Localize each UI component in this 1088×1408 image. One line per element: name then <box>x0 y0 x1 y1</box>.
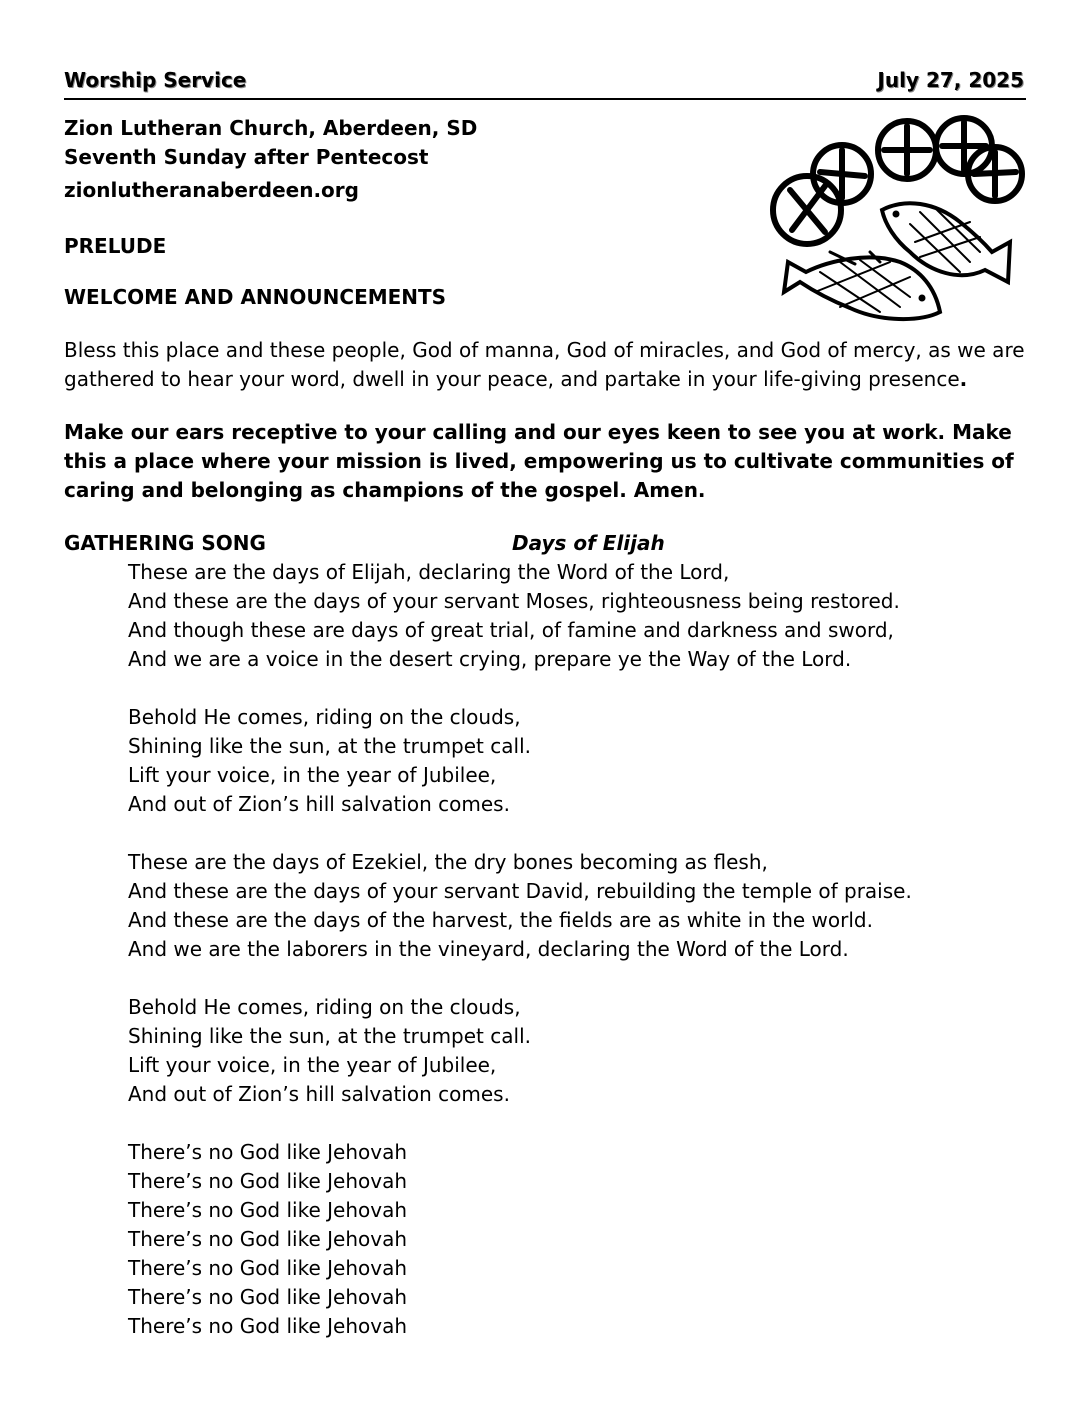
song-verse <box>128 848 912 964</box>
lyric-line: And we are the laborers in the vineyard, declaring the Word of the Lord. <box>128 937 849 961</box>
song-verse <box>128 558 912 674</box>
lyric-line: There’s no God like Jehovah <box>128 1227 408 1251</box>
song-lyrics <box>128 558 912 1370</box>
page-header <box>64 68 1026 100</box>
lyric-line: And though these are days of great trial, of famine and darkness and sword, <box>128 618 894 642</box>
welcome-heading: WELCOME AND ANNOUNCEMENTS <box>64 285 447 309</box>
lyric-line: There’s no God like Jehovah <box>128 1314 408 1338</box>
header-title: Worship Service <box>64 68 247 92</box>
lyric-line: And these are the days of the harvest, the fields are as white in the world. <box>128 908 873 932</box>
header-date: July 27, 2025 <box>877 68 1024 92</box>
gathering-song-title: Days of Elijah <box>512 531 665 555</box>
gathering-song-heading: GATHERING SONG <box>64 531 266 555</box>
blessing-end: . <box>959 367 968 391</box>
lyric-line: And these are the days of your servant Moses, righteousness being restored. <box>128 589 900 613</box>
lyric-line: These are the days of Ezekiel, the dry bones becoming as flesh, <box>128 850 768 874</box>
response-paragraph: Make our ears receptive to your calling and our eyes keen to see you at work. Make this a place where your mission is lived, empowering us to cultivate communities of caring and belonging as champions of the gospel. Amen. <box>64 420 1014 502</box>
lyric-line: Shining like the sun, at the trumpet call. <box>128 1024 531 1048</box>
liturgical-day: Seventh Sunday after Pentecost <box>64 145 429 169</box>
lyric-line: There’s no God like Jehovah <box>128 1169 408 1193</box>
lyric-line: Behold He comes, riding on the clouds, <box>128 705 521 729</box>
lyric-line: There’s no God like Jehovah <box>128 1285 408 1309</box>
blessing-text: Bless this place and these people, God of manna, God of miracles, and God of mercy, as we are gathered to hear your word, dwell in your peace, and partake in your life-giving presence <box>64 338 1025 391</box>
lyric-line: And out of Zion’s hill salvation comes. <box>128 792 510 816</box>
song-chorus <box>128 703 912 819</box>
lyric-line: There’s no God like Jehovah <box>128 1140 408 1164</box>
lyric-line: There’s no God like Jehovah <box>128 1198 408 1222</box>
lyric-line: And we are a voice in the desert crying, prepare ye the Way of the Lord. <box>128 647 852 671</box>
lyric-line: Behold He comes, riding on the clouds, <box>128 995 521 1019</box>
song-chorus <box>128 993 912 1109</box>
loaves-and-fishes-icon <box>770 112 1030 332</box>
lyric-line: Lift your voice, in the year of Jubilee, <box>128 1053 497 1077</box>
lyric-line: There’s no God like Jehovah <box>128 1256 408 1280</box>
blessing-paragraph <box>64 336 1030 394</box>
lyric-line: And these are the days of your servant David, rebuilding the temple of praise. <box>128 879 912 903</box>
church-name: Zion Lutheran Church, Aberdeen, SD <box>64 116 478 140</box>
song-bridge <box>128 1138 912 1341</box>
lyric-line: Shining like the sun, at the trumpet call. <box>128 734 531 758</box>
church-website: zionlutheranaberdeen.org <box>64 178 359 202</box>
lyric-line: These are the days of Elijah, declaring the Word of the Lord, <box>128 560 730 584</box>
prelude-heading: PRELUDE <box>64 234 167 258</box>
lyric-line: Lift your voice, in the year of Jubilee, <box>128 763 497 787</box>
lyric-line: And out of Zion’s hill salvation comes. <box>128 1082 510 1106</box>
